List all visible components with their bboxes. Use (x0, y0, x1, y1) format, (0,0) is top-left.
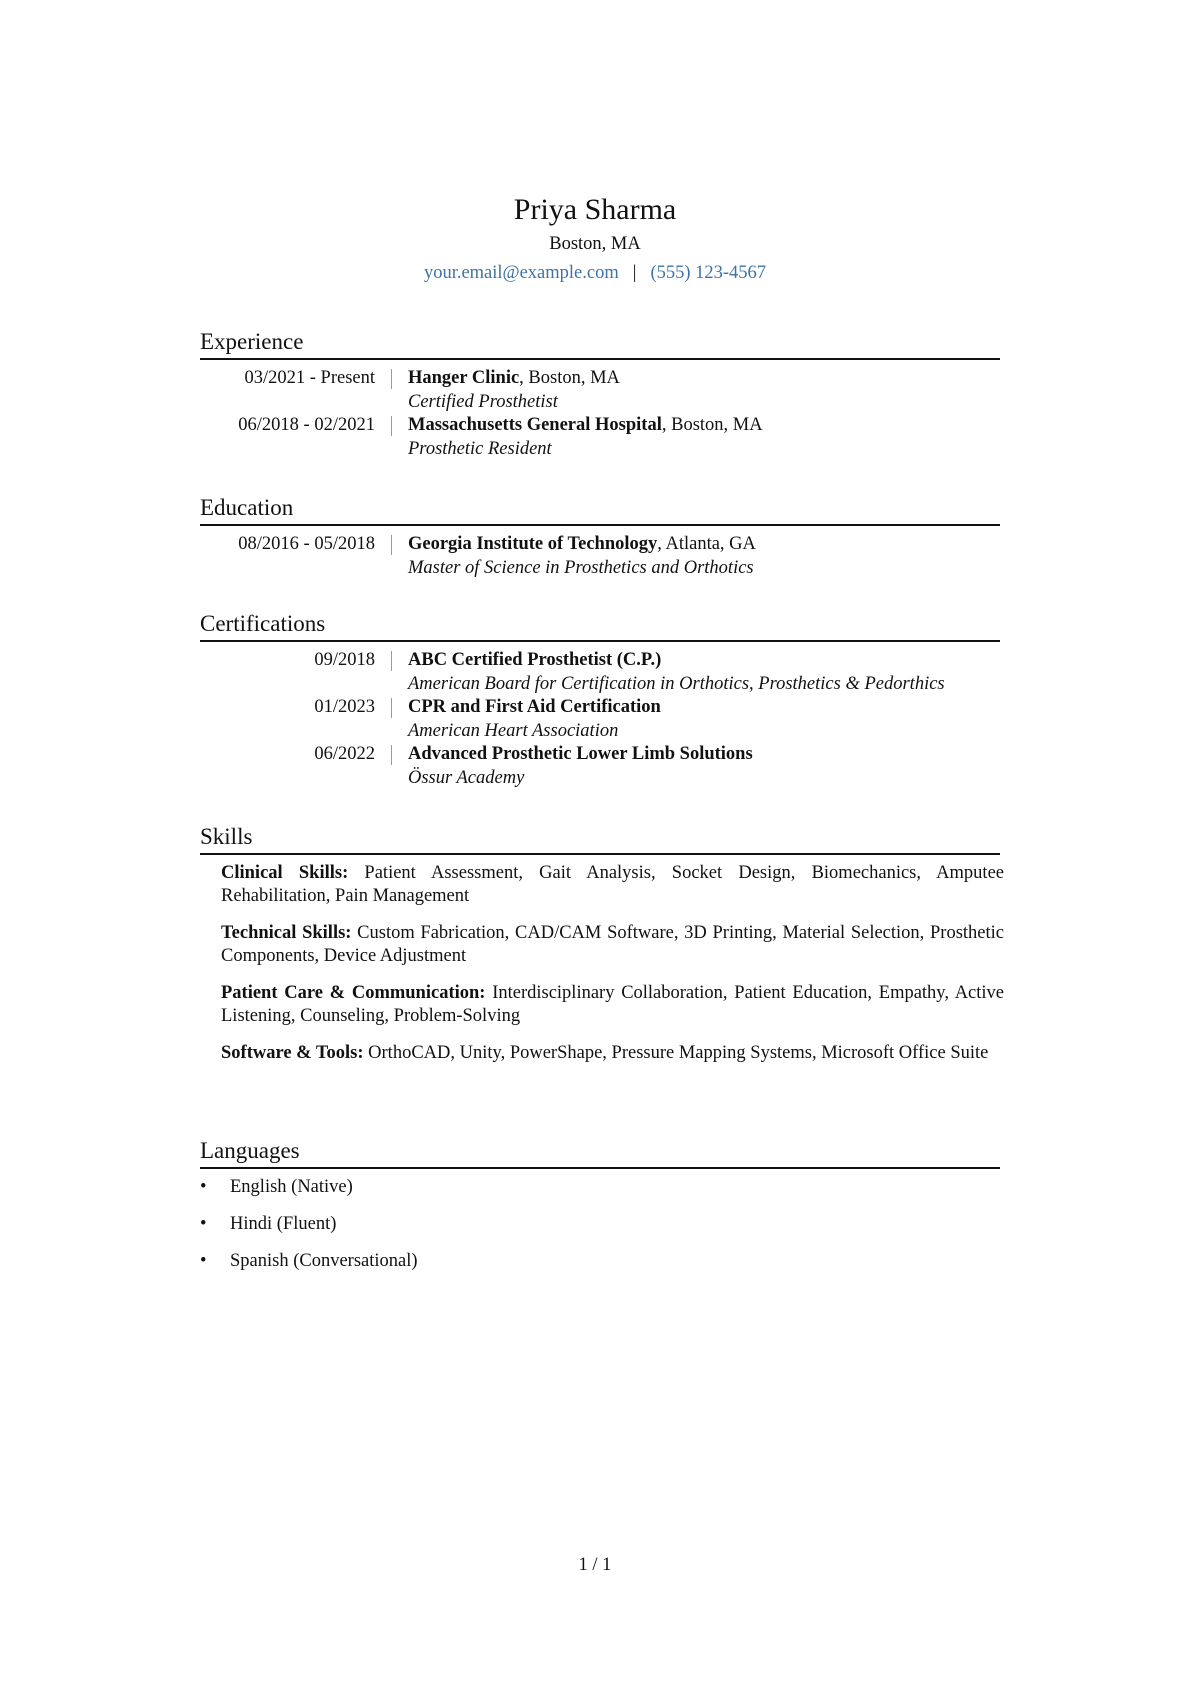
language-text: Spanish (Conversational) (230, 1251, 418, 1271)
section-heading: Education (200, 494, 1000, 526)
entry-date: 08/2016 - 05/2018 (238, 534, 375, 554)
section-heading: Languages (200, 1137, 1000, 1169)
skill-group (221, 1042, 1004, 1065)
experience-list (200, 367, 1000, 461)
phone-link[interactable]: (555) 123-4567 (650, 263, 767, 283)
contact-line (0, 263, 1190, 284)
page-number: 1 / 1 (578, 1555, 612, 1575)
skills-list (200, 862, 1005, 1065)
languages-list (200, 1176, 1000, 1273)
entry-org: Hanger Clinic (408, 368, 520, 388)
language-item (200, 1176, 1000, 1199)
skill-group (221, 862, 1004, 908)
certifications-section (200, 610, 1000, 790)
entry-role: Master of Science in Prosthetics and Orthotics (408, 557, 754, 578)
entry-org: Massachusetts General Hospital (408, 415, 662, 435)
entry-role: American Heart Association (408, 720, 619, 741)
education-list (200, 533, 1000, 580)
skill-label: Technical Skills: (221, 923, 352, 943)
entry-content (392, 696, 661, 743)
entry-org: Georgia Institute of Technology (408, 534, 658, 554)
entry-role: American Board for Certification in Orthotics, Prosthetics & Pedorthics (408, 673, 945, 694)
entry-role: Prosthetic Resident (408, 438, 552, 459)
candidate-location: Boston, MA (549, 234, 641, 254)
language-text: English (Native) (230, 1177, 353, 1197)
entry (200, 743, 1000, 790)
skills-section (200, 823, 1005, 1079)
language-item (200, 1250, 1000, 1273)
entry-content (392, 649, 945, 696)
email-link[interactable]: your.email@example.com (423, 263, 619, 283)
language-text: Hindi (Fluent) (230, 1214, 337, 1234)
entry-date: 09/2018 (314, 650, 375, 670)
entry-date: 06/2018 - 02/2021 (238, 415, 375, 435)
entry-content (392, 533, 756, 580)
entry (200, 414, 1000, 461)
skill-text: Custom Fabrication, CAD/CAM Software, 3D Printing, Material Selection, Prosthetic Components, Device Adjustment (221, 923, 1004, 966)
experience-section (200, 328, 1000, 461)
section-heading: Experience (200, 328, 1000, 360)
entry-content (392, 743, 753, 790)
entry-date: 03/2021 - Present (244, 368, 375, 388)
skill-label: Patient Care & Communication: (221, 983, 486, 1003)
skill-group (221, 982, 1004, 1028)
entry-org: Advanced Prosthetic Lower Limb Solutions (408, 744, 753, 764)
certifications-list (200, 649, 1000, 790)
skill-label: Software & Tools: (221, 1043, 364, 1063)
entry-place: , Boston, MA (519, 368, 620, 388)
entry-place: , Atlanta, GA (657, 534, 756, 554)
section-heading: Certifications (200, 610, 1000, 642)
bullet-icon: • (200, 1251, 207, 1271)
entry-content (392, 367, 620, 414)
candidate-name: Priya Sharma (513, 193, 677, 226)
bullet-icon: • (200, 1177, 207, 1197)
contact-separator: | (632, 263, 637, 283)
entry-place: , Boston, MA (661, 415, 763, 435)
entry (200, 649, 1000, 696)
languages-section (200, 1137, 1000, 1287)
entry-date: 06/2022 (314, 744, 375, 764)
skill-group (221, 922, 1004, 968)
entry-content (392, 414, 763, 461)
section-heading: Skills (200, 823, 1000, 855)
skill-text: Interdisciplinary Collaboration, Patient Education, Empathy, Active Listening, Counseling, Problem-Solving (221, 983, 1005, 1026)
education-section (200, 494, 1000, 580)
entry (200, 696, 1000, 743)
bullet-icon: • (200, 1214, 207, 1234)
entry-org: ABC Certified Prosthetist (C.P.) (408, 650, 662, 670)
entry-date: 01/2023 (314, 697, 375, 717)
entry (200, 533, 1000, 580)
entry-role: Össur Academy (408, 767, 525, 788)
skill-label: Clinical Skills: (221, 863, 349, 883)
skill-text: OrthoCAD, Unity, PowerShape, Pressure Mapping Systems, Microsoft Office Suite (363, 1043, 989, 1063)
skill-text: Patient Assessment, Gait Analysis, Socket Design, Biomechanics, Amputee Rehabilitation, Pain Management (221, 863, 1004, 906)
entry-role: Certified Prosthetist (408, 391, 558, 412)
entry (200, 367, 1000, 414)
language-item (200, 1213, 1000, 1236)
entry-org: CPR and First Aid Certification (408, 697, 661, 717)
